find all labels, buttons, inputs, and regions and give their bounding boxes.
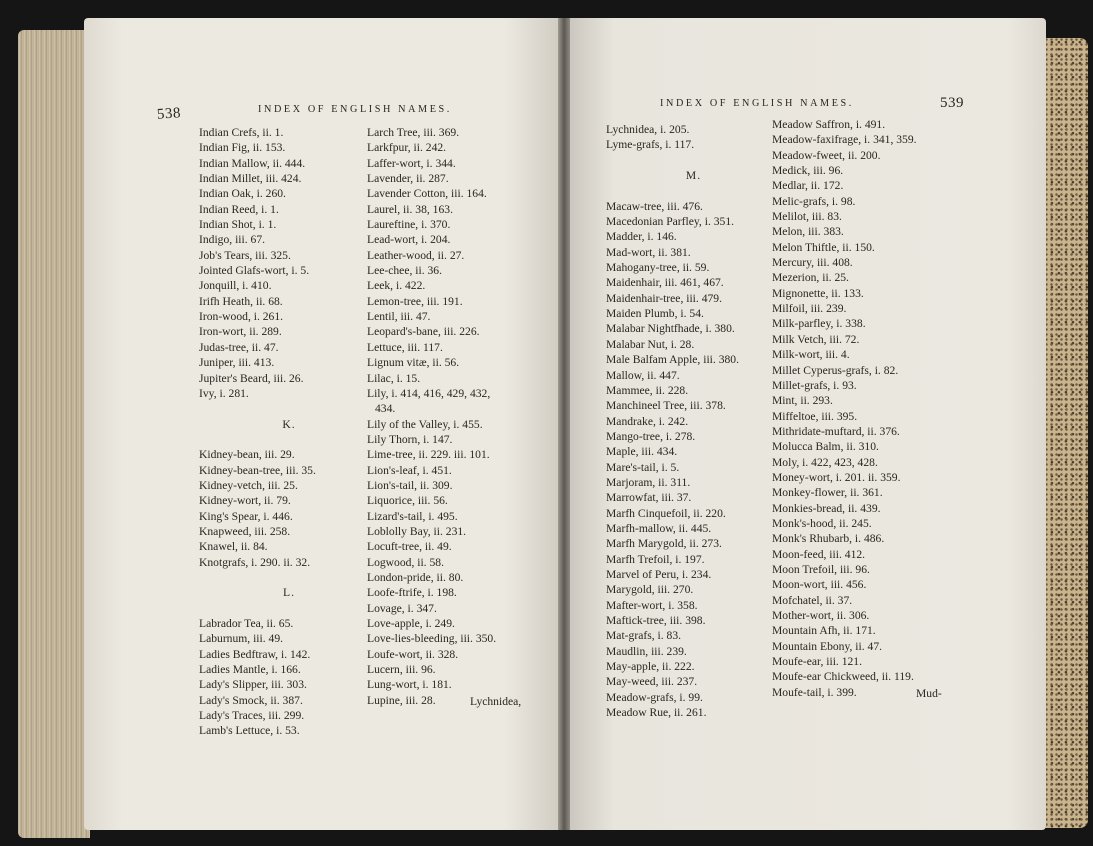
index-entry-continuation: 434.	[375, 402, 396, 416]
index-entry: Lady's Traces, iii. 299.	[199, 709, 305, 723]
index-entry: Lime-tree, ii. 229. iii. 101.	[367, 448, 490, 462]
index-entry: Mignonette, ii. 133.	[772, 286, 864, 300]
index-entry: Lentil, iii. 47.	[367, 310, 431, 324]
index-entry: Lupine, iii. 28.	[367, 693, 436, 707]
index-entry: Malabar Nut, i. 28.	[606, 337, 695, 351]
index-entry: Moufe-tail, i. 399.	[772, 685, 857, 699]
right-page-number: 539	[940, 95, 964, 111]
index-entry: Mercury, iii. 408.	[772, 256, 853, 270]
right-page-column-1	[606, 122, 781, 720]
index-entry: Malabar Nightfhade, i. 380.	[606, 322, 735, 336]
index-entry: Laffer-wort, i. 344.	[367, 156, 456, 170]
index-entry: Mafter-wort, i. 358.	[606, 598, 698, 612]
index-entry: Lavender Cotton, iii. 164.	[367, 187, 487, 201]
index-entry: Moon-feed, iii. 412.	[772, 547, 866, 561]
index-entry: Meadow-fweet, ii. 200.	[772, 148, 881, 162]
index-entry: Lion's-leaf, i. 451.	[367, 463, 452, 477]
index-entry: Lamb's Lettuce, i. 53.	[199, 724, 300, 738]
index-entry: Monkies-bread, ii. 439.	[772, 501, 881, 515]
index-entry: Job's Tears, iii. 325.	[199, 248, 291, 262]
spacer	[199, 570, 379, 585]
index-entry: Indian Mallow, ii. 444.	[199, 156, 306, 170]
left-page-catchword: Lychnidea,	[470, 695, 522, 708]
index-entry: Madder, i. 146.	[606, 230, 677, 244]
index-entry: Mint, ii. 293.	[772, 394, 833, 408]
index-entry: Juniper, iii. 413.	[199, 356, 275, 370]
section-letter-heading: L.	[283, 586, 295, 600]
index-entry: Meadow Saffron, i. 491.	[772, 118, 886, 131]
index-entry: Milk-parfley, i. 338.	[772, 317, 866, 331]
spacer	[199, 401, 379, 416]
index-entry: May-weed, iii. 237.	[606, 675, 698, 689]
spacer	[606, 183, 781, 198]
index-entry: Lemon-tree, iii. 191.	[367, 294, 463, 308]
index-entry: Macaw-tree, iii. 476.	[606, 199, 703, 213]
index-entry: Milk Vetch, iii. 72.	[772, 332, 860, 346]
right-page-header: INDEX OF ENGLISH NAMES.	[660, 98, 854, 109]
index-entry: Maidenhair-tree, iii. 479.	[606, 291, 722, 305]
index-entry: Mezerion, ii. 25.	[772, 271, 849, 285]
index-entry: Lucern, iii. 96.	[367, 663, 436, 677]
index-entry: Indigo, iii. 67.	[199, 233, 266, 247]
index-entry: Kidney-bean-tree, iii. 35.	[199, 463, 316, 477]
index-entry: Labrador Tea, ii. 65.	[199, 617, 294, 630]
index-entry: Marygold, iii. 270.	[606, 583, 694, 597]
index-entry: Jointed Glafs-wort, i. 5.	[199, 264, 310, 278]
index-entry: Jupiter's Beard, iii. 26.	[199, 371, 304, 385]
index-entry: May-apple, ii. 222.	[606, 660, 695, 674]
index-entry: Miffeltoe, iii. 395.	[772, 409, 858, 423]
index-entry: Knapweed, iii. 258.	[199, 524, 291, 538]
index-entry: Loblolly Bay, ii. 231.	[367, 524, 467, 538]
index-entry: Marfh Trefoil, i. 197.	[606, 552, 705, 566]
index-entry: Meadow-faxifrage, i. 341, 359.	[772, 133, 917, 147]
index-entry: King's Spear, i. 446.	[199, 509, 293, 523]
index-entry: Indian Shot, i. 1.	[199, 218, 277, 232]
index-entry: Lilac, i. 15.	[367, 371, 421, 385]
index-entry: Lovage, i. 347.	[367, 601, 437, 615]
index-entry: Ladies Bedftraw, i. 142.	[199, 647, 311, 661]
index-entry: Leather-wood, ii. 27.	[367, 248, 465, 262]
index-entry: Medick, iii. 96.	[772, 164, 844, 178]
index-entry: Millet-grafs, i. 93.	[772, 378, 857, 392]
index-entry: Lady's Slipper, iii. 303.	[199, 678, 307, 692]
index-entry: Loufe-wort, ii. 328.	[367, 647, 459, 661]
index-entry: Mango-tree, i. 278.	[606, 429, 696, 443]
section-letter-heading: K.	[282, 417, 296, 431]
spacer	[199, 432, 379, 447]
index-entry: Indian Oak, i. 260.	[199, 187, 286, 201]
left-page-column-1	[199, 125, 379, 739]
index-entry: Liquorice, iii. 56.	[367, 494, 448, 508]
index-entry: Leopard's-bane, iii. 226.	[367, 325, 480, 339]
index-entry: Medlar, ii. 172.	[772, 179, 844, 193]
index-entry: Marjoram, ii. 311.	[606, 475, 691, 489]
index-entry: Molucca Balm, ii. 310.	[772, 440, 879, 454]
index-entry: Knotgrafs, i. 290. ii. 32.	[199, 555, 311, 569]
index-entry: Indian Reed, i. 1.	[199, 202, 279, 216]
index-entry: Logwood, ii. 58.	[367, 555, 444, 569]
section-letter-heading: M.	[685, 169, 702, 183]
index-entry: Larch Tree, iii. 369.	[367, 126, 460, 139]
left-page-number: 538	[156, 105, 182, 123]
spacer	[606, 153, 781, 168]
book-gutter	[558, 18, 570, 830]
index-entry: Iron-wood, i. 261.	[199, 310, 284, 324]
index-entry: Millet Cyperus-grafs, i. 82.	[772, 363, 899, 377]
index-entry: Ladies Mantle, i. 166.	[199, 663, 301, 677]
index-entry: Mallow, ii. 447.	[606, 368, 680, 382]
index-entry: Maiden Plumb, i. 54.	[606, 307, 704, 321]
index-entry: Maudlin, iii. 239.	[606, 644, 687, 658]
index-entry: Indian Fig, ii. 153.	[199, 141, 286, 155]
index-entry: Kidney-bean, iii. 29.	[199, 448, 295, 462]
right-page-column-2	[772, 117, 962, 700]
index-entry: Monk's Rhubarb, i. 486.	[772, 532, 885, 546]
right-page-catchword: Mud-	[916, 687, 942, 700]
index-entry: Lettuce, iii. 117.	[367, 340, 443, 354]
index-entry: Lion's-tail, ii. 309.	[367, 478, 453, 492]
index-entry: Mithridate-muftard, ii. 376.	[772, 424, 900, 438]
left-page-column-2	[367, 125, 542, 708]
index-entry: Moly, i. 422, 423, 428.	[772, 455, 878, 469]
index-entry: Indian Millet, iii. 424.	[199, 172, 302, 186]
index-entry: Monk's-hood, ii. 245.	[772, 516, 872, 530]
index-entry: Love-apple, i. 249.	[367, 617, 455, 630]
index-entry: London-pride, ii. 80.	[367, 570, 464, 584]
index-entry: Lily of the Valley, i. 455.	[367, 417, 483, 431]
index-entry: Mountain Ebony, ii. 47.	[772, 639, 883, 653]
left-page-header: INDEX OF ENGLISH NAMES.	[258, 104, 452, 115]
index-entry: Locuft-tree, ii. 49.	[367, 540, 452, 554]
left-page-edges	[18, 30, 90, 838]
index-entry: Monkey-flower, ii. 361.	[772, 486, 883, 500]
index-entry: Lily Thorn, i. 147.	[367, 432, 453, 446]
index-entry: Mother-wort, ii. 306.	[772, 609, 870, 622]
index-entry: Jonquill, i. 410.	[199, 279, 272, 293]
index-entry: Mountain Afh, ii. 171.	[772, 624, 876, 638]
index-entry: Marfh Marygold, ii. 273.	[606, 537, 722, 551]
index-entry: Lizard's-tail, i. 495.	[367, 509, 458, 523]
index-entry: Mammee, ii. 228.	[606, 383, 689, 397]
index-entry: Mare's-tail, i. 5.	[606, 460, 680, 474]
index-entry: Mad-wort, ii. 381.	[606, 245, 691, 259]
index-entry: Knawel, ii. 84.	[199, 540, 268, 554]
index-entry: Ivy, i. 281.	[199, 386, 249, 400]
index-entry: Laburnum, iii. 49.	[199, 632, 284, 646]
index-entry: Maftick-tree, iii. 398.	[606, 614, 706, 627]
index-entry: Moon-wort, iii. 456.	[772, 578, 867, 592]
index-entry: Milk-wort, iii. 4.	[772, 348, 850, 362]
index-entry: Mat-grafs, i. 83.	[606, 629, 682, 643]
index-entry: Melon, iii. 383.	[772, 225, 844, 239]
index-entry: Larkfpur, ii. 242.	[367, 141, 447, 155]
index-entry: Moon Trefoil, iii. 96.	[772, 562, 870, 576]
index-entry: Mofchatel, ii. 37.	[772, 593, 853, 607]
index-entry: Judas-tree, ii. 47.	[199, 340, 279, 354]
index-entry: Melic-grafs, i. 98.	[772, 194, 856, 208]
index-entry: Male Balfam Apple, iii. 380.	[606, 353, 739, 367]
index-entry: Milfoil, iii. 239.	[772, 302, 847, 316]
index-entry: Lung-wort, i. 181.	[367, 678, 452, 692]
index-entry: Marrowfat, iii. 37.	[606, 491, 692, 505]
index-entry: Lee-chee, ii. 36.	[367, 264, 442, 278]
index-entry: Kidney-wort, ii. 79.	[199, 494, 291, 508]
index-entry: Manchineel Tree, iii. 378.	[606, 399, 726, 413]
right-cover-edge	[1040, 38, 1088, 828]
index-entry: Maple, iii. 434.	[606, 445, 678, 459]
index-entry: Lily, i. 414, 416, 429, 432,	[367, 386, 491, 400]
index-entry: Marfh Cinquefoil, ii. 220.	[606, 506, 726, 520]
index-entry: Meadow-grafs, i. 99.	[606, 690, 703, 704]
index-entry: Lady's Smock, ii. 387.	[199, 693, 303, 707]
index-entry: Laurel, ii. 38, 163.	[367, 202, 453, 216]
index-entry: Macedonian Parfley, i. 351.	[606, 215, 735, 229]
index-entry: Lychnidea, i. 205.	[606, 123, 690, 136]
index-entry: Lavender, ii. 287.	[367, 172, 449, 186]
index-entry: Lyme-grafs, i. 117.	[606, 138, 695, 152]
index-entry: Moufe-ear, iii. 121.	[772, 655, 863, 669]
index-entry: Love-lies-bleeding, iii. 350.	[367, 632, 497, 646]
index-entry: Mandrake, i. 242.	[606, 414, 689, 428]
index-entry: Mahogany-tree, ii. 59.	[606, 261, 710, 275]
index-entry: Leek, i. 422.	[367, 279, 426, 293]
index-entry: Laureftine, i. 370.	[367, 218, 451, 232]
index-entry: Money-wort, i. 201. ii. 359.	[772, 470, 901, 484]
index-entry: Kidney-vetch, iii. 25.	[199, 478, 298, 492]
index-entry: Loofe-ftrife, i. 198.	[367, 586, 457, 600]
index-entry: Melon Thiftle, ii. 150.	[772, 240, 875, 254]
index-entry: Irifh Heath, ii. 68.	[199, 294, 283, 308]
index-entry: Melilot, iii. 83.	[772, 210, 842, 224]
index-entry: Meadow Rue, ii. 261.	[606, 706, 707, 720]
index-entry: Marfh-mallow, ii. 445.	[606, 521, 712, 535]
index-entry: Indian Crefs, ii. 1.	[199, 126, 284, 139]
index-entry: Iron-wort, ii. 289.	[199, 325, 282, 339]
index-entry: Moufe-ear Chickweed, ii. 119.	[772, 670, 914, 684]
index-entry: Lignum vitæ, ii. 56.	[367, 356, 460, 370]
index-entry: Marvel of Peru, i. 234.	[606, 567, 712, 581]
spacer	[199, 601, 379, 616]
index-entry: Lead-wort, i. 204.	[367, 233, 451, 247]
index-entry: Maidenhair, iii. 461, 467.	[606, 276, 724, 290]
